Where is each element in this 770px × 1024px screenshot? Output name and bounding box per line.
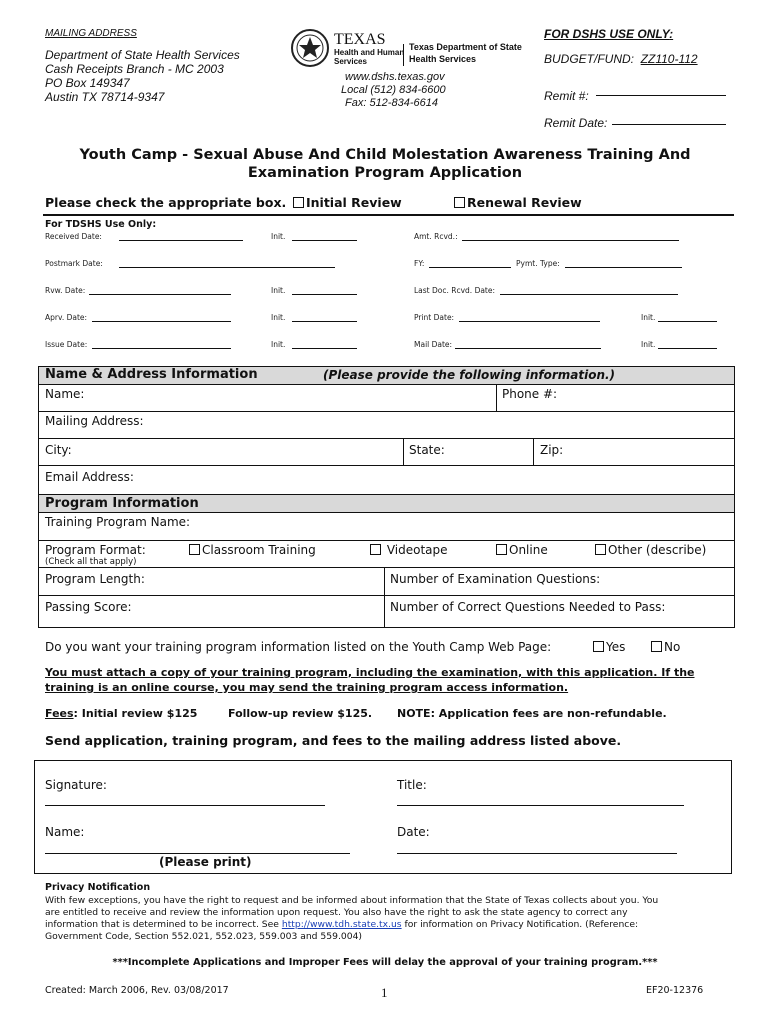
privacy-line-4: Government Code, Section 552.021, 552.023, 559.003 and 559.004): [45, 931, 362, 942]
address-line-2: Cash Receipts Branch - MC 2003: [45, 62, 224, 76]
pymt-type-label: Pymt. Type:: [516, 259, 560, 268]
name-field[interactable]: [95, 386, 493, 408]
issue-date-line[interactable]: [92, 348, 231, 349]
name-section-heading: Name & Address Information: [45, 367, 258, 382]
init-label: Init.: [271, 286, 286, 295]
form-title-line-2: Examination Program Application: [247, 165, 523, 181]
initial-review-checkbox[interactable]: [293, 197, 304, 208]
web-listing-no[interactable]: No: [651, 640, 680, 654]
name-section-note: (Please provide the following information.): [323, 368, 616, 382]
init-label: Init.: [271, 232, 286, 241]
init-line[interactable]: [658, 348, 717, 349]
privacy-heading: Privacy Notification: [45, 882, 151, 893]
attach-notice-line-1: You must attach a copy of your training program, including the examination, with this application. If the: [45, 666, 695, 679]
state-field[interactable]: [450, 442, 530, 462]
attach-notice-line-2: training is an online course, you may send the training program access information.: [45, 681, 569, 694]
received-date-line[interactable]: [119, 240, 243, 241]
program-length-field[interactable]: [160, 570, 380, 592]
warning-notice: ***Incomplete Applications and Improper Fees will delay the approval of your training program.***: [112, 957, 658, 968]
aprv-date-line[interactable]: [92, 321, 231, 322]
created-date: Created: March 2006, Rev. 03/08/2017: [45, 985, 229, 996]
page-number: 1: [381, 985, 388, 1000]
title-line[interactable]: [397, 805, 684, 806]
init-label: Init.: [271, 313, 286, 322]
texas-hhs-logo: TEXAS Health and Human Services Texas Department of State Health Services: [290, 28, 510, 72]
check-prompt: Please check the appropriate box.: [45, 195, 287, 210]
city-label: City:: [45, 443, 72, 457]
budget-fund: BUDGET/FUND: ZZ110-112: [544, 52, 698, 66]
phone-field[interactable]: [565, 386, 730, 408]
fax-number: Fax: 512-834-6614: [345, 97, 438, 109]
address-line-4: Austin TX 78714-9347: [45, 90, 165, 104]
check-all-note: (Check all that apply): [45, 557, 137, 567]
aprv-date-label: Aprv. Date:: [45, 313, 88, 322]
web-listing-yes[interactable]: Yes: [593, 640, 625, 654]
send-instruction: Send application, training program, and fees to the mailing address listed above.: [45, 733, 622, 748]
city-field[interactable]: [80, 442, 400, 462]
phone-label: Phone #:: [502, 387, 558, 401]
mail-date-line[interactable]: [455, 348, 601, 349]
training-program-name-field[interactable]: [210, 514, 730, 536]
name-print-label: Name:: [45, 825, 85, 839]
amt-rcvd-label: Amt. Rcvd.:: [414, 232, 458, 241]
address-line-1: Department of State Health Services: [45, 48, 240, 62]
name-print-line[interactable]: [45, 853, 350, 854]
mailing-address-label: MAILING ADDRESS: [45, 28, 137, 39]
other-checkbox[interactable]: [595, 544, 606, 555]
num-correct-field[interactable]: [690, 598, 730, 622]
passing-score-label: Passing Score:: [45, 600, 132, 614]
title-label: Title:: [397, 778, 427, 792]
init-label: Init.: [641, 340, 656, 349]
mail-date-label: Mail Date:: [414, 340, 453, 349]
program-length-label: Program Length:: [45, 572, 145, 586]
zip-field[interactable]: [570, 442, 730, 462]
passing-score-field[interactable]: [145, 598, 380, 622]
fees-line: Fees: Initial review $125: [45, 707, 198, 720]
videotape-checkbox[interactable]: [370, 544, 381, 555]
init-line[interactable]: [292, 321, 357, 322]
rvw-date-line[interactable]: [89, 294, 231, 295]
program-section-heading: Program Information: [45, 496, 199, 511]
print-date-label: Print Date:: [414, 313, 455, 322]
online-option[interactable]: Online: [496, 543, 548, 557]
fees-followup: Follow-up review $125.: [228, 707, 373, 720]
training-program-name-label: Training Program Name:: [45, 515, 191, 529]
state-label: State:: [409, 443, 445, 457]
email-label: Email Address:: [45, 470, 134, 484]
print-date-line[interactable]: [459, 321, 600, 322]
fees-note: NOTE: Application fees are non-refundable.: [397, 707, 667, 720]
num-questions-field[interactable]: [620, 570, 730, 592]
last-doc-date-label: Last Doc. Rcvd. Date:: [414, 286, 496, 295]
date-label: Date:: [397, 825, 430, 839]
address-line-3: PO Box 149347: [45, 76, 130, 90]
received-date-label: Received Date:: [45, 232, 102, 241]
pymt-type-line[interactable]: [565, 267, 682, 268]
classroom-checkbox[interactable]: [189, 544, 200, 555]
renewal-review-checkbox[interactable]: [454, 197, 465, 208]
please-print-note: (Please print): [159, 855, 252, 869]
remit-number-label: Remit #:: [544, 89, 589, 103]
website: www.dshs.texas.gov: [345, 71, 445, 83]
form-number: EF20-12376: [646, 985, 704, 996]
videotape-option[interactable]: Videotape: [370, 543, 448, 557]
dshs-use-only: FOR DSHS USE ONLY:: [544, 27, 674, 41]
remit-date-label: Remit Date:: [544, 116, 608, 130]
num-questions-label: Number of Examination Questions:: [390, 572, 601, 586]
tdshs-use-only-heading: For TDSHS Use Only:: [45, 219, 157, 230]
privacy-link[interactable]: http://www.tdh.state.tx.us: [281, 919, 402, 930]
last-doc-date-line[interactable]: [500, 294, 678, 295]
fy-label: FY:: [414, 259, 425, 268]
email-field[interactable]: [145, 468, 730, 490]
privacy-line-2: are entitled to receive and review the information upon request. You also have the right to ask the state agency to correct any: [45, 907, 628, 918]
fy-line[interactable]: [429, 267, 511, 268]
local-phone: Local (512) 834-6600: [341, 84, 446, 96]
initial-review-option[interactable]: Initial Review: [293, 195, 402, 210]
signature-line[interactable]: [45, 805, 325, 806]
remit-number-line[interactable]: [596, 95, 726, 96]
issue-date-label: Issue Date:: [45, 340, 88, 349]
renewal-review-option[interactable]: Renewal Review: [454, 195, 582, 210]
remit-date-line[interactable]: [612, 124, 726, 125]
init-line[interactable]: [292, 240, 357, 241]
name-label: Name:: [45, 387, 85, 401]
program-format-label: Program Format:: [45, 543, 146, 557]
other-option[interactable]: Other (describe): [595, 543, 706, 557]
init-label: Init.: [271, 340, 286, 349]
amt-rcvd-line[interactable]: [462, 240, 679, 241]
texas-seal-icon: [290, 28, 330, 68]
postmark-date-line[interactable]: [119, 267, 335, 268]
init-line[interactable]: [658, 321, 717, 322]
privacy-line-3: information that is determined to be incorrect. See http://www.tdh.state.tx.us for information on Privacy Notification. (Reference:: [45, 919, 639, 930]
yes-checkbox[interactable]: [593, 641, 604, 652]
privacy-line-1: With few exceptions, you have the right to request and be informed about information that the State of Texas collects about you. You: [45, 895, 659, 906]
init-line[interactable]: [292, 294, 357, 295]
no-checkbox[interactable]: [651, 641, 662, 652]
signature-box: [34, 760, 732, 874]
form-title-line-1: Youth Camp - Sexual Abuse And Child Molestation Awareness Training And: [79, 147, 691, 163]
date-line[interactable]: [397, 853, 677, 854]
num-correct-label: Number of Correct Questions Needed to Pass:: [390, 600, 666, 614]
init-label: Init.: [641, 313, 656, 322]
mailing-address-label: Mailing Address:: [45, 414, 144, 428]
signature-label: Signature:: [45, 778, 107, 792]
online-checkbox[interactable]: [496, 544, 507, 555]
classroom-option[interactable]: Classroom Training: [189, 543, 316, 557]
zip-label: Zip:: [540, 443, 564, 457]
web-listing-question: Do you want your training program information listed on the Youth Camp Web Page:: [45, 640, 552, 654]
init-line[interactable]: [292, 348, 357, 349]
mailing-address-field[interactable]: [155, 413, 730, 435]
rvw-date-label: Rvw. Date:: [45, 286, 86, 295]
postmark-date-label: Postmark Date:: [45, 259, 103, 268]
